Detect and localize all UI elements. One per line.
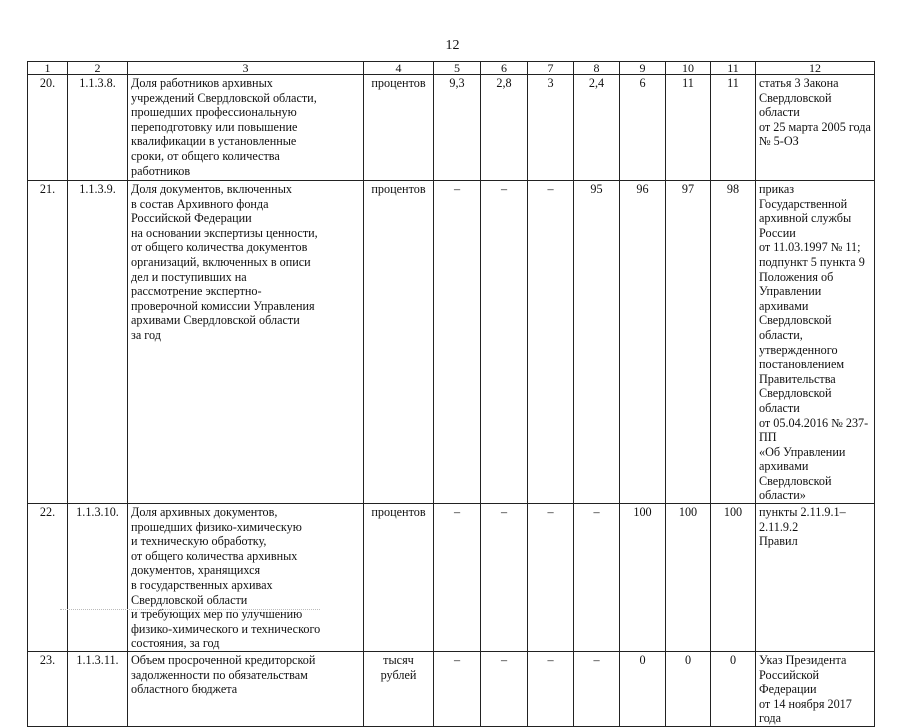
value-col5: – xyxy=(434,181,481,504)
value-col5: – xyxy=(434,652,481,727)
table-row xyxy=(28,504,875,652)
header-cell: 1 xyxy=(28,62,68,75)
value-col10: 0 xyxy=(666,652,711,727)
indicator-name: Доля документов, включенных в состав Архивного фонда Российской Федерации на основании экспертизы ценности, от общего количества документов организаций, включенных в описи дел и поступивших на рассмотрение экспертно- проверочной комиссии Управления архивами Свердловской области за год xyxy=(128,181,364,504)
row-code: 1.1.3.9. xyxy=(68,181,128,504)
row-code: 1.1.3.10. xyxy=(68,504,128,652)
value-col5: – xyxy=(434,504,481,652)
value-col7: – xyxy=(528,504,574,652)
row-code: 1.1.3.8. xyxy=(68,75,128,181)
value-col6: 2,8 xyxy=(481,75,528,181)
value-col8: – xyxy=(574,504,620,652)
row-number: 23. xyxy=(28,652,68,727)
header-cell: 2 xyxy=(68,62,128,75)
value-col7: 3 xyxy=(528,75,574,181)
header-cell: 10 xyxy=(666,62,711,75)
header-cell: 3 xyxy=(128,62,364,75)
indicators-table xyxy=(27,61,875,727)
row-number: 20. xyxy=(28,75,68,181)
value-col6: – xyxy=(481,504,528,652)
table-row xyxy=(28,652,875,727)
value-col8: 2,4 xyxy=(574,75,620,181)
indicator-name: Объем просроченной кредиторской задолженности по обязательствам областного бюджета xyxy=(128,652,364,727)
column-number-row xyxy=(28,62,875,75)
header-cell: 8 xyxy=(574,62,620,75)
value-col11: 98 xyxy=(711,181,756,504)
indicator-name: Доля архивных документов, прошедших физико-химическую и техническую обработку, от общего количества архивных документов, хранящихся в государственных архивах Свердловской области и требующих мер по улучшению физико-химического и технического состояния, за год xyxy=(128,504,364,652)
value-col11: 100 xyxy=(711,504,756,652)
header-cell: 6 xyxy=(481,62,528,75)
row-number: 21. xyxy=(28,181,68,504)
source-cell: Указ Президента Российской Федерации от 14 ноября 2017 года xyxy=(756,652,875,727)
header-cell: 5 xyxy=(434,62,481,75)
value-col8: – xyxy=(574,652,620,727)
value-col8: 95 xyxy=(574,181,620,504)
value-col7: – xyxy=(528,181,574,504)
value-col11: 0 xyxy=(711,652,756,727)
value-col9: 0 xyxy=(620,652,666,727)
value-col10: 97 xyxy=(666,181,711,504)
unit-cell: процентов xyxy=(364,75,434,181)
value-col10: 100 xyxy=(666,504,711,652)
value-col9: 100 xyxy=(620,504,666,652)
value-col6: – xyxy=(481,181,528,504)
source-cell: пункты 2.11.9.1–2.11.9.2 Правил xyxy=(756,504,875,652)
row-code: 1.1.3.11. xyxy=(68,652,128,727)
unit-cell: процентов xyxy=(364,181,434,504)
table-row xyxy=(28,181,875,504)
source-cell: статья 3 Закона Свердловской области от 25 марта 2005 года № 5-ОЗ xyxy=(756,75,875,181)
header-cell: 4 xyxy=(364,62,434,75)
header-cell: 12 xyxy=(756,62,875,75)
value-col6: – xyxy=(481,652,528,727)
row-number: 22. xyxy=(28,504,68,652)
indicator-name: Доля работников архивных учреждений Свердловской области, прошедших профессиональную переподготовку или повышение квалификации в установленные сроки, от общего количества работников xyxy=(128,75,364,181)
header-cell: 9 xyxy=(620,62,666,75)
value-col9: 6 xyxy=(620,75,666,181)
value-col9: 96 xyxy=(620,181,666,504)
table-row xyxy=(28,75,875,181)
value-col11: 11 xyxy=(711,75,756,181)
header-cell: 7 xyxy=(528,62,574,75)
header-cell: 11 xyxy=(711,62,756,75)
unit-cell: тысяч рублей xyxy=(364,652,434,727)
value-col7: – xyxy=(528,652,574,727)
source-cell: приказ Государственной архивной службы России от 11.03.1997 № 11; подпункт 5 пункта 9 Положения об Управлении архивами Свердловской области, утвержденного постановлением Правительства Свердловской области от 05.04.2016 № 237-ПП «Об Управлении архивами Свердловской области» xyxy=(756,181,875,504)
page-number: 12 xyxy=(445,38,460,53)
value-col5: 9,3 xyxy=(434,75,481,181)
scan-artifact xyxy=(60,609,320,611)
value-col10: 11 xyxy=(666,75,711,181)
unit-cell: процентов xyxy=(364,504,434,652)
